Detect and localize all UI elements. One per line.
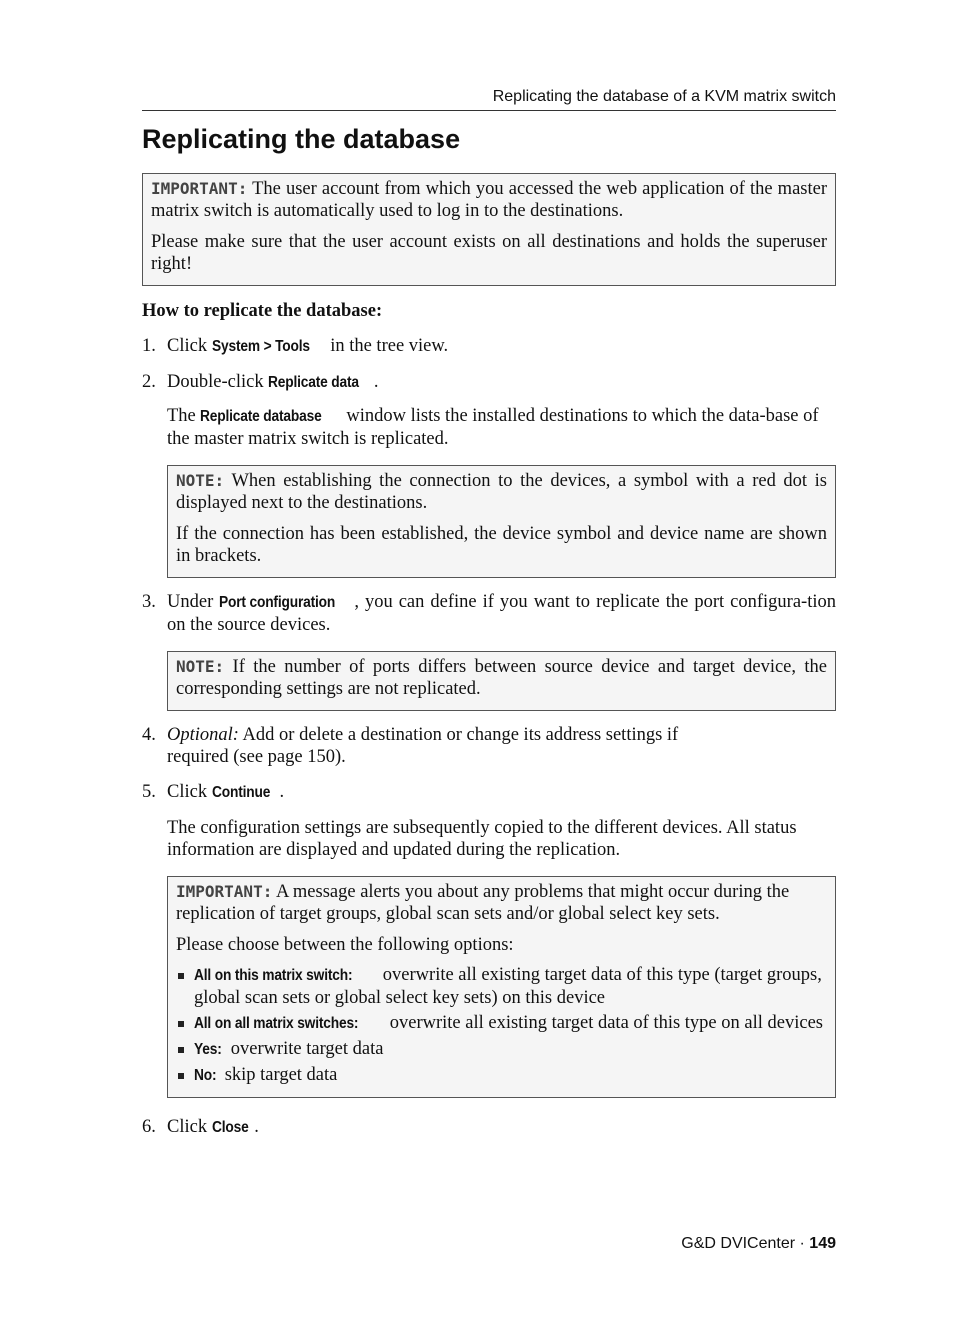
list-item: All on this matrix switch: overwrite all existing target data of this type (target groups, global scan sets or global select key sets) on this device — [176, 964, 827, 1009]
step-2-description: The Replicate database window lists the installed destinations to which the data-base of the master matrix switch is replicated. — [167, 406, 819, 449]
step-6: 6. Click Close . — [142, 1117, 259, 1137]
ui-ref-system-tools: System > Tools — [211, 338, 310, 355]
important-2-para-2: Please choose between the following options: — [176, 935, 514, 955]
important-1-para-2: Please make sure that the user account exists on all destinations and holds the superuser right! — [151, 232, 827, 274]
ui-ref-port-configuration: Port configuration — [219, 594, 336, 611]
note-label: NOTE: — [176, 471, 225, 490]
step-5: 5. Click Continue . — [142, 782, 285, 802]
step-5-description: The configuration settings are subsequently copied to the different devices. All status information are displayed and updated during the replication. — [167, 818, 797, 860]
list-item: No: skip target data — [176, 1064, 827, 1087]
ui-ref-continue: Continue — [211, 784, 270, 801]
important-label: IMPORTANT: — [151, 179, 248, 198]
ui-ref-replicate-database: Replicate database — [200, 408, 322, 425]
important-box-1 — [142, 173, 836, 286]
step-3: 3. Under Port configuration , you can define if you want to replicate the port configura-tion on the source devices. — [142, 592, 836, 635]
content-flow — [142, 173, 836, 1139]
step-2: 2. Double-click Replicate data . — [142, 372, 379, 392]
note-1-para-2: If the connection has been established, the device symbol and device name are shown in brackets. — [176, 524, 827, 566]
important-2-para-1: IMPORTANT: A message alerts you about any problems that might occur during the replication of target groups, global scan sets and/or global select key sets. — [176, 882, 790, 924]
page-number: 149 — [809, 1235, 836, 1252]
note-box-2 — [167, 651, 836, 711]
note-1-para-1: NOTE: When establishing the connection to the devices, a symbol with a red dot is displayed next to the destinations. — [176, 471, 827, 513]
page-footer: G&D DVICenter · 149 — [681, 1235, 836, 1252]
section-title: Replicating the database — [142, 124, 461, 154]
note-box-1 — [167, 465, 836, 578]
important-1-para-1: IMPORTANT: The user account from which you accessed the web application of the master matrix switch is automatically used to log in to the destinations. — [151, 179, 827, 221]
options-list — [176, 964, 827, 1087]
important-box-2 — [167, 876, 836, 1098]
list-item: Yes: overwrite target data — [176, 1038, 827, 1061]
ui-ref-replicate-data: Replicate data — [268, 374, 360, 391]
running-header: Replicating the database of a KVM matrix switch — [142, 88, 836, 111]
howto-heading: How to replicate the database: — [142, 301, 383, 321]
note-label: NOTE: — [176, 657, 225, 676]
ui-ref-close: Close — [211, 1119, 249, 1136]
important-label: IMPORTANT: — [176, 882, 273, 901]
list-item: All on all matrix switches: overwrite all existing target data of this type on all devices — [176, 1012, 827, 1035]
note-2-para-1: NOTE: If the number of ports differs between source device and target device, the corresponding settings are not replicated. — [176, 657, 827, 699]
step-1: 1. Click System > Tools in the tree view. — [142, 336, 449, 356]
step-4: 4. Optional: Add or delete a destination or change its address settings if required (see page 150). — [142, 725, 679, 767]
